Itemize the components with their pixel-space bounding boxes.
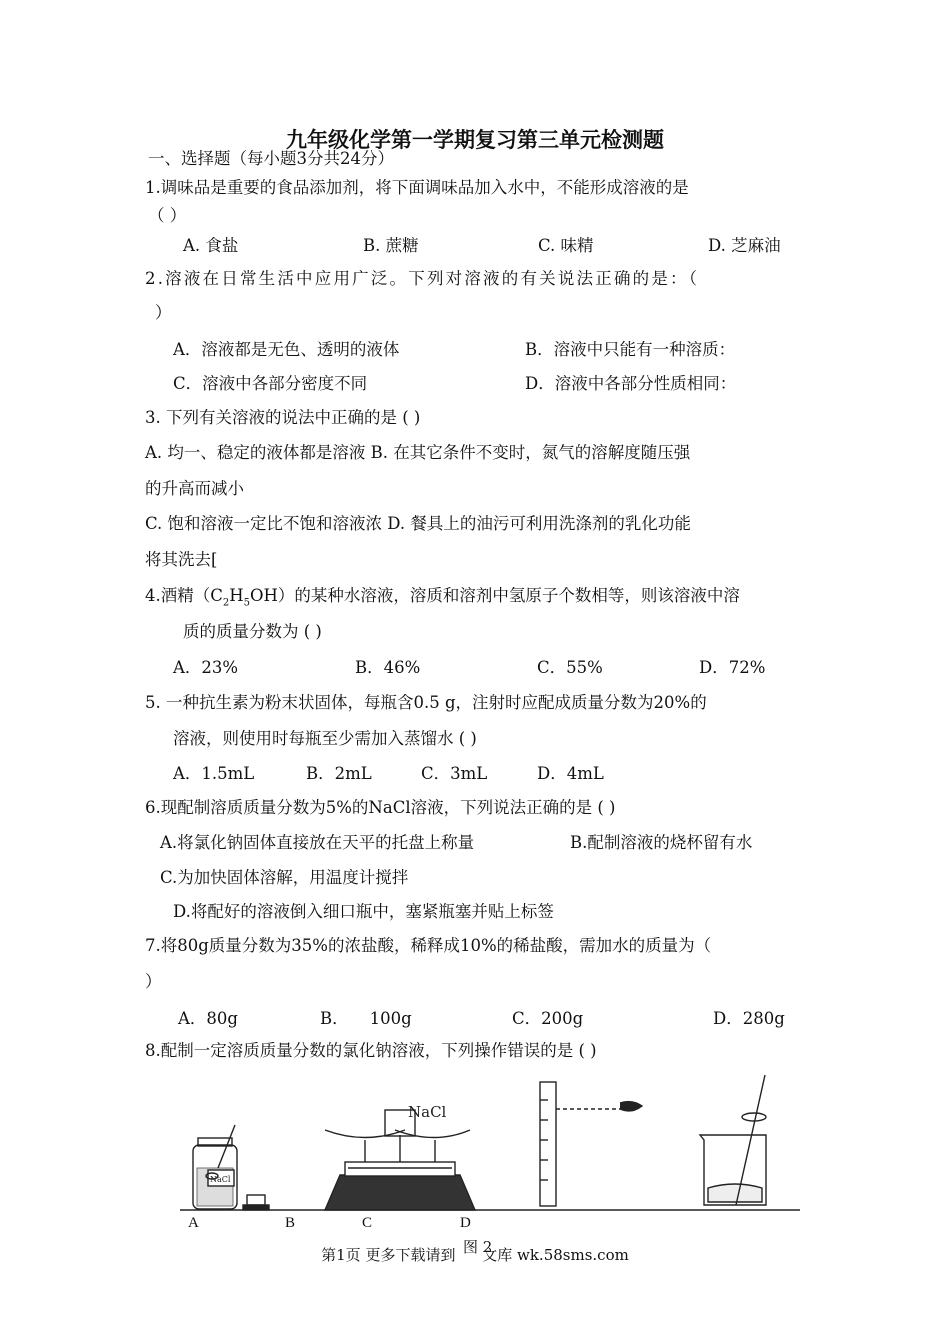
jar-label: NaCl — [210, 1175, 231, 1184]
q3-options-cd-cont: 将其洗去[ — [145, 550, 218, 569]
q5-option-c: C．3mL — [421, 764, 488, 783]
q2-option-a: A．溶液都是无色、透明的液体 — [173, 340, 400, 359]
q2-option-b: B．溶液中只能有一种溶质： — [525, 340, 736, 359]
q7-option-d: D．280g — [713, 1009, 785, 1028]
q2-option-c: C．溶液中各部分密度不同 — [173, 374, 368, 393]
q4-option-d: D．72% — [699, 658, 766, 677]
q5-option-d: D．4mL — [537, 764, 604, 783]
q7-option-c: C．200g — [512, 1009, 584, 1028]
section-heading: 一、选择题（每小题3分共24分） — [148, 149, 394, 168]
question-2-paren: ） — [155, 303, 172, 322]
q2-option-d: D．溶液中各部分性质相同： — [525, 374, 737, 393]
q1-option-c: C. 味精 — [538, 236, 594, 255]
q1-option-d: D. 芝麻油 — [708, 236, 781, 255]
figure-label-a: A — [188, 1215, 199, 1231]
question-5-stem-cont: 溶液，则使用时每瓶至少需加入蒸馏水 ( ) — [173, 729, 477, 748]
q3-options-ab: A. 均一、稳定的液体都是溶液 B. 在其它条件不变时，氮气的溶解度随压强 — [145, 443, 691, 462]
figure-label-d: D — [460, 1215, 471, 1231]
page-footer — [0, 1244, 950, 1265]
lab-operations-figure — [180, 1070, 800, 1230]
q6-option-a: A.将氯化钠固体直接放在天平的托盘上称量 — [160, 833, 475, 852]
question-8-stem: 8.配制一定溶质质量分数的氯化钠溶液，下列操作错误的是 ( ) — [145, 1041, 597, 1060]
footer-text: 第1页 更多下载请到 — [321, 1246, 461, 1264]
reagent-jar-illustration — [193, 1125, 237, 1209]
figure-caption: 图 2 — [463, 1238, 493, 1256]
figure-label-c: C — [362, 1215, 373, 1231]
q7-option-b: B． 100g — [320, 1009, 412, 1028]
page-title: 九年级化学第一学期复习第三单元检测题 — [286, 127, 664, 152]
q5-option-b: B．2mL — [306, 764, 372, 783]
bottle-stopper-illustration — [243, 1195, 269, 1210]
q4-option-b: B．46% — [355, 658, 421, 677]
balance-nacl-label: NaCl — [408, 1103, 447, 1121]
q1-option-b: B. 蔗糖 — [363, 236, 419, 255]
question-1-stem: 1.调味品是重要的食品添加剂，将下面调味品加入水中，不能形成溶液的是 — [145, 178, 689, 197]
figure-label-b: B — [285, 1215, 296, 1231]
question-6-stem: 6.现配制溶质质量分数为5%的NaCl溶液，下列说法正确的是 ( ) — [145, 798, 616, 817]
q6-option-d: D.将配好的溶液倒入细口瓶中，塞紧瓶塞并贴上标签 — [173, 902, 554, 921]
q1-option-a: A. 食盐 — [183, 236, 239, 255]
q7-option-a: A．80g — [178, 1009, 238, 1028]
q3-options-ab-cont: 的升高而减小 — [145, 479, 244, 498]
balance-illustration — [325, 1110, 475, 1210]
beaker-illustration — [700, 1075, 766, 1205]
question-1-paren: （ ） — [148, 206, 187, 225]
question-4-stem-cont: 质的质量分数为 ( ) — [183, 622, 322, 641]
q4-option-a: A．23% — [173, 658, 239, 677]
q5-option-a: A．1.5mL — [173, 764, 255, 783]
question-2-stem: 2.溶液在日常生活中应用广泛。下列对溶液的有关说法正确的是：（ — [145, 269, 700, 288]
question-7-stem: 7.将80g质量分数为35%的浓盐酸，稀释成10%的稀盐酸，需加水的质量为（ — [145, 936, 712, 955]
q6-option-c: C.为加快固体溶解，用温度计搅拌 — [160, 868, 409, 887]
q3-options-cd: C. 饱和溶液一定比不饱和溶液浓 D. 餐具上的油污可利用洗涤剂的乳化功能 — [145, 514, 691, 533]
question-4-stem: 4.酒精$(C_2H_5OH)$的某种水溶液，溶质和溶剂中氢原子个数相等，则该溶液中溶 — [145, 586, 740, 609]
question-3-stem: 3. 下列有关溶液的说法中正确的是 ( ) — [145, 408, 421, 427]
footer-link[interactable]: 文库 wk.58sms.com — [482, 1246, 629, 1264]
q4-option-c: C．55% — [537, 658, 603, 677]
graduated-cylinder-illustration — [540, 1082, 642, 1206]
question-7-paren: ） — [145, 972, 162, 991]
q6-option-b: B.配制溶液的烧杯留有水 — [570, 833, 753, 852]
question-5-stem: 5. 一种抗生素为粉末状固体，每瓶含0.5 g，注射时应配成质量分数为20%的 — [145, 693, 707, 712]
